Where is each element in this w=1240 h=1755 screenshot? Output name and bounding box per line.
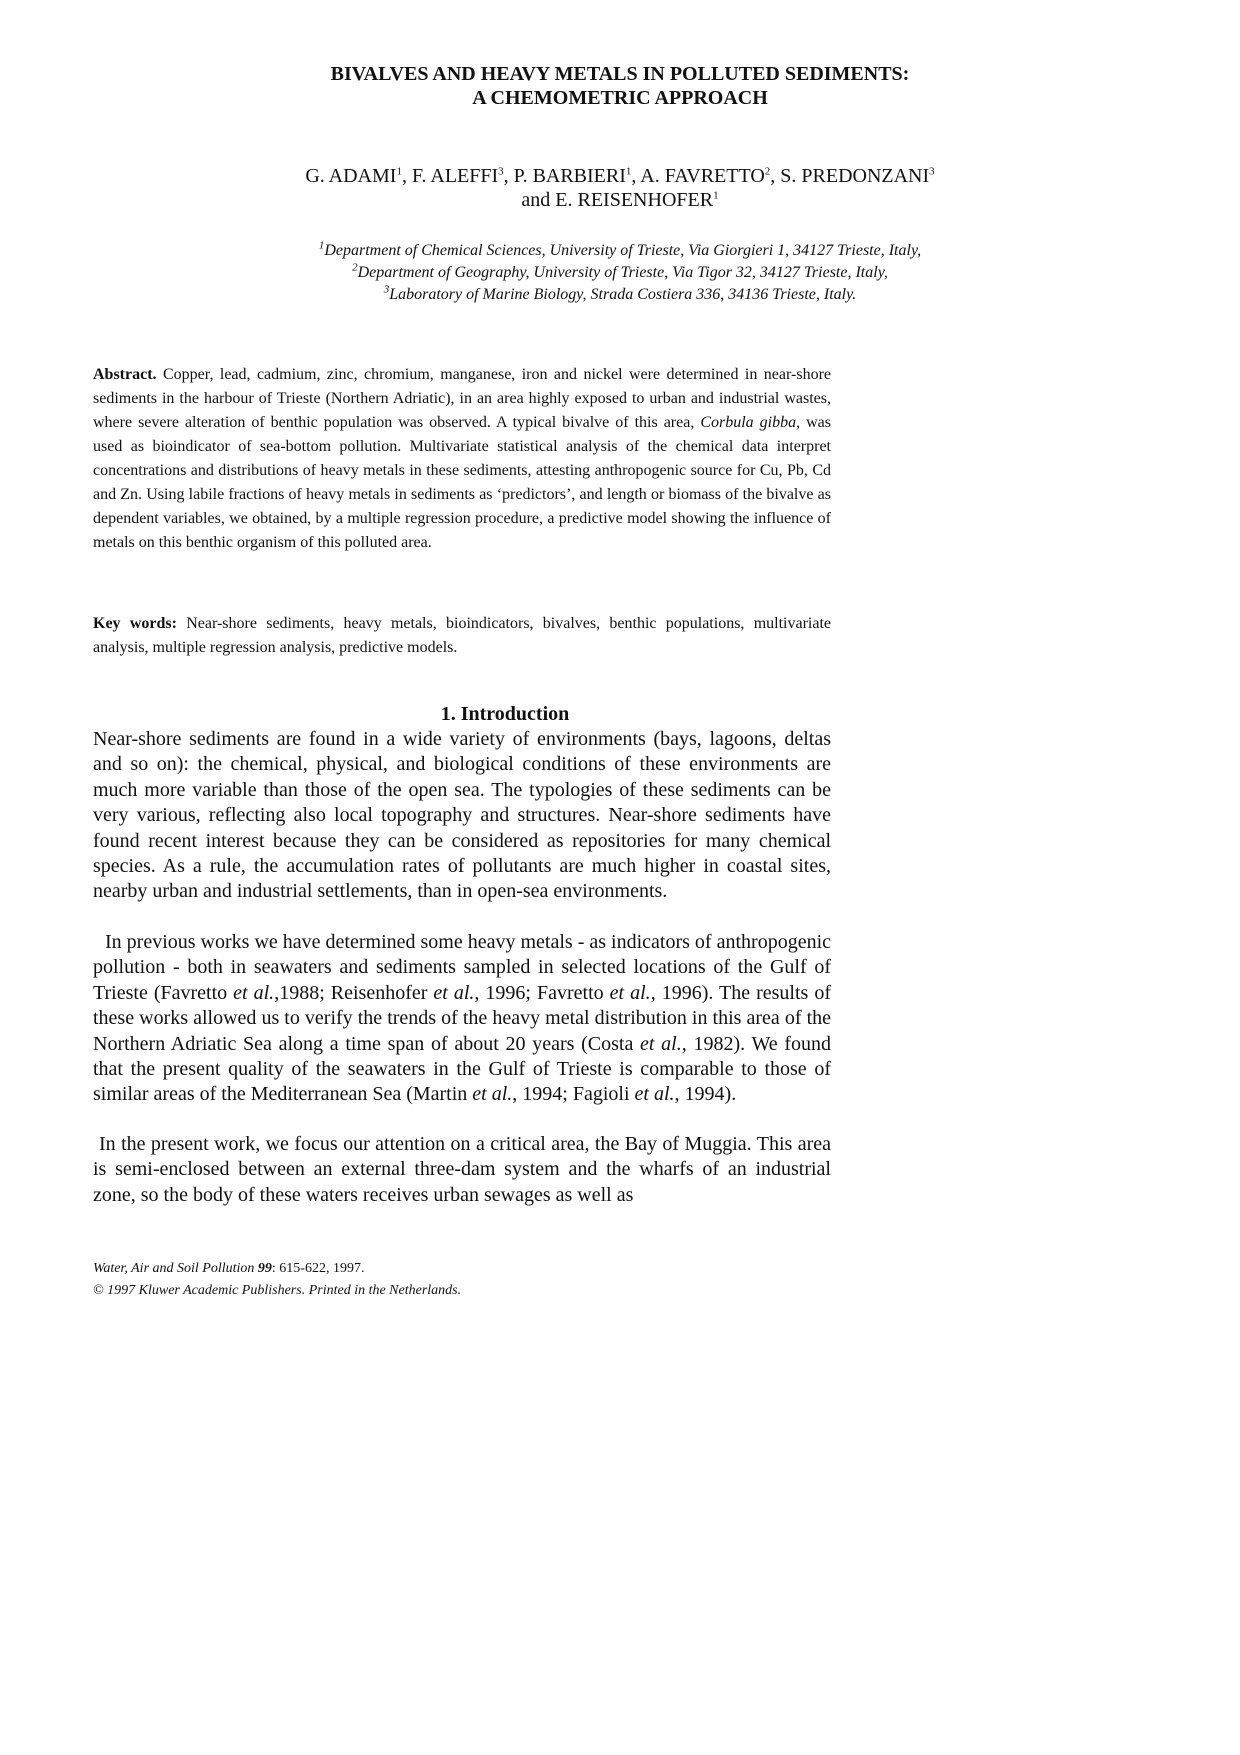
affiliation-marker: 3 [498,165,504,178]
title-line-2: A CHEMOMETRIC APPROACH [472,87,768,109]
abstract-text: , was used as bioindicator of sea-bottom pollution. Multivariate statistical analysis of the chemical data interpret concentrations and distributions of heavy metals in these sediments, attesting anthropogenic source for Cu, Pb, Cd and Zn. Using labile fractions of heavy metals in sediments as ‘predictors’, and length or biomass of the bivalve as dependent variables, we obtained, by a multiple regression procedure, a predictive model showing the influence of metals on this benthic organism of this polluted area. [93,414,832,551]
author-list [0,164,1240,212]
journal-footer [93,1258,693,1302]
abstract-label: Abstract. [93,366,157,383]
affiliation-marker: 1 [625,165,632,178]
keywords-label: Key words: [93,615,177,632]
keywords [93,612,831,660]
keywords-text: Near-shore sediments, heavy metals, bioindicators, bivalves, benthic populations, multivariate analysis, multiple regression analysis, predictive models. [93,615,832,656]
affiliation-marker: 1 [396,165,402,178]
intro-paragraph-1: Near-shore sediments are found in a wide variety of environments (bays, lagoons, deltas and so on): the chemical, physical, and biological conditions of these environments are much more variable than those of the open sea. The typologies of these sediments can be very various, reflecting also local topography and structures. Near-shore sediments have found recent interest because they can be considered as repositories for many chemical species. As a rule, the accumulation rates of pollutants are much higher in coastal sites, nearby urban and industrial settlements, than in open-sea environments. [93,728,831,903]
paper-title [0,62,1240,110]
affiliation-marker: 1 [713,189,719,202]
copyright-line: © 1997 Kluwer Academic Publishers. Printed in the Netherlands. [93,1283,462,1298]
affiliation-3: $^3$Laboratory of Marine Biology, Strada Costiera 336, 34136 Trieste, Italy. [383,283,857,303]
intro-paragraph-2: In previous works we have determined some heavy metals - as indicators of anthropogenic pollution - both in seawaters and sediments sampled in selected locations of the Gulf of Trieste (Favretto et al.,1988; Reisenhofer et al., 1996; Favretto et al., 1996). The results of these works allowed us to verify the trends of the heavy metal distribution in this area of the Northern Adriatic Sea along a time span of about 20 years (Costa et al., 1982). We found that the present quality of the seawaters in the Gulf of Trieste is comparable to those of similar areas of the Mediterranean Sea (Martin et al., 1994; Fagioli et al., 1994). [93,931,832,1106]
section-heading: 1. Introduction [440,703,570,725]
title-line-1: BIVALVES AND HEAVY METALS IN POLLUTED SEDIMENTS: [330,63,910,85]
affiliation-marker: 2 [764,165,771,178]
affiliation-list [0,240,1240,306]
abstract [93,363,831,555]
author-name: and E. REISENHOFER [521,189,714,211]
author-line-2 [0,188,1240,212]
author-name: , A. FAVRETTO [631,165,765,187]
author-name: , P. BARBIERI [503,165,626,187]
affiliation-2: $^2$Department of Geography, University of Trieste, Via Tigor 32, 34127 Trieste, Italy, [352,261,888,281]
author-name: , F. ALEFFI [401,165,499,187]
author-line-1 [0,164,1240,188]
abstract-text: Copper, lead, cadmium, zinc, chromium, manganese, iron and nickel were determined in near-shore sediments in the harbour of Trieste (Northern Adriatic), in an area highly exposed to urban and industrial wastes, where severe alteration of benthic population was observed. A typical bivalve of this area, [93,366,831,431]
author-name: , S. PREDONZANI [770,165,930,187]
species-name: Corbula gibba [700,414,797,431]
affiliation-1: $^1$Department of Chemical Sciences, University of Trieste, Via Giorgieri 1, 34127 Trieste, Italy, [318,239,922,259]
citation-line: Water, Air and Soil Pollution 99: 615-622, 1997. [93,1261,365,1276]
author-name: G. ADAMI [305,165,397,187]
affiliation-marker: 3 [929,165,935,178]
intro-paragraph-3: In the present work, we focus our attention on a critical area, the Bay of Muggia. This area is semi-enclosed between an external three-dam system and the wharfs of an industrial zone, so the body of these waters receives urban sewages as well as [93,1133,831,1206]
